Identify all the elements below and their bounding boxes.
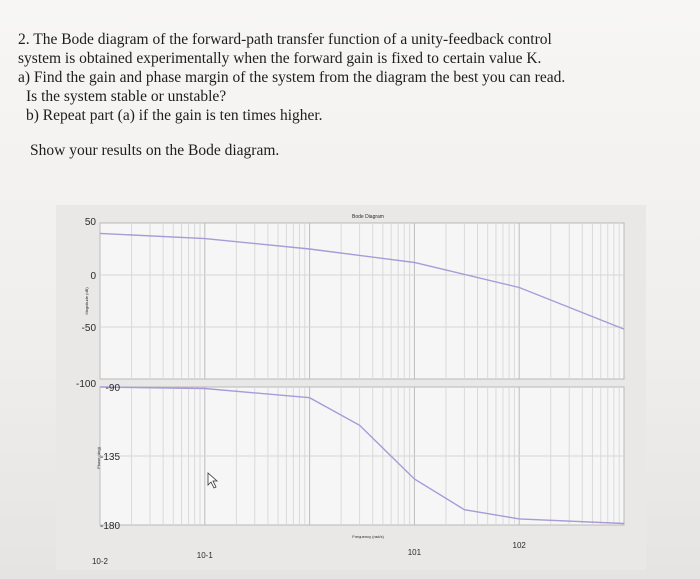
frequency-tick-label: 101: [407, 548, 422, 557]
phase-tick-label: -180: [99, 521, 120, 532]
instruction-text: Show your results on the Bode diagram.: [30, 142, 280, 159]
frequency-tick-label: 102: [512, 541, 526, 550]
magnitude-tick-label: 0: [90, 271, 96, 282]
phase-tick-label: -135: [99, 452, 120, 463]
phase-axis-label: Phase (deg): [96, 447, 101, 469]
problem-line-3: a) Find the gain and phase margin of the system from the diagram the best you can read.: [18, 69, 566, 86]
magnitude-tick-label: -100: [75, 379, 96, 390]
frequency-tick-label: 10-1: [196, 551, 213, 560]
phase-tick-label: -90: [105, 383, 120, 394]
bode-diagram-svg: [56, 205, 646, 570]
problem-line-2: system is obtained experimentally when the forward gain is fixed to certain value K.: [18, 50, 542, 67]
magnitude-tick-label: -50: [81, 323, 96, 334]
frequency-axis-label: Frequency (rad/s): [352, 534, 384, 539]
problem-line-1: 2. The Bode diagram of the forward-path transfer function of a unity-feedback control: [18, 31, 552, 48]
magnitude-tick-label: 50: [84, 217, 96, 228]
frequency-tick-label: 10-2: [91, 557, 109, 566]
problem-line-4: Is the system stable or unstable?: [26, 88, 227, 105]
magnitude-axis-label: Magnitude (dB): [84, 287, 89, 315]
problem-line-5: b) Repeat part (a) if the gain is ten times higher.: [26, 107, 323, 124]
bode-diagram-figure: [56, 205, 646, 570]
chart-title: Bode Diagram: [352, 214, 384, 220]
problem-statement: [18, 30, 658, 125]
magnitude-axes: [100, 223, 624, 379]
